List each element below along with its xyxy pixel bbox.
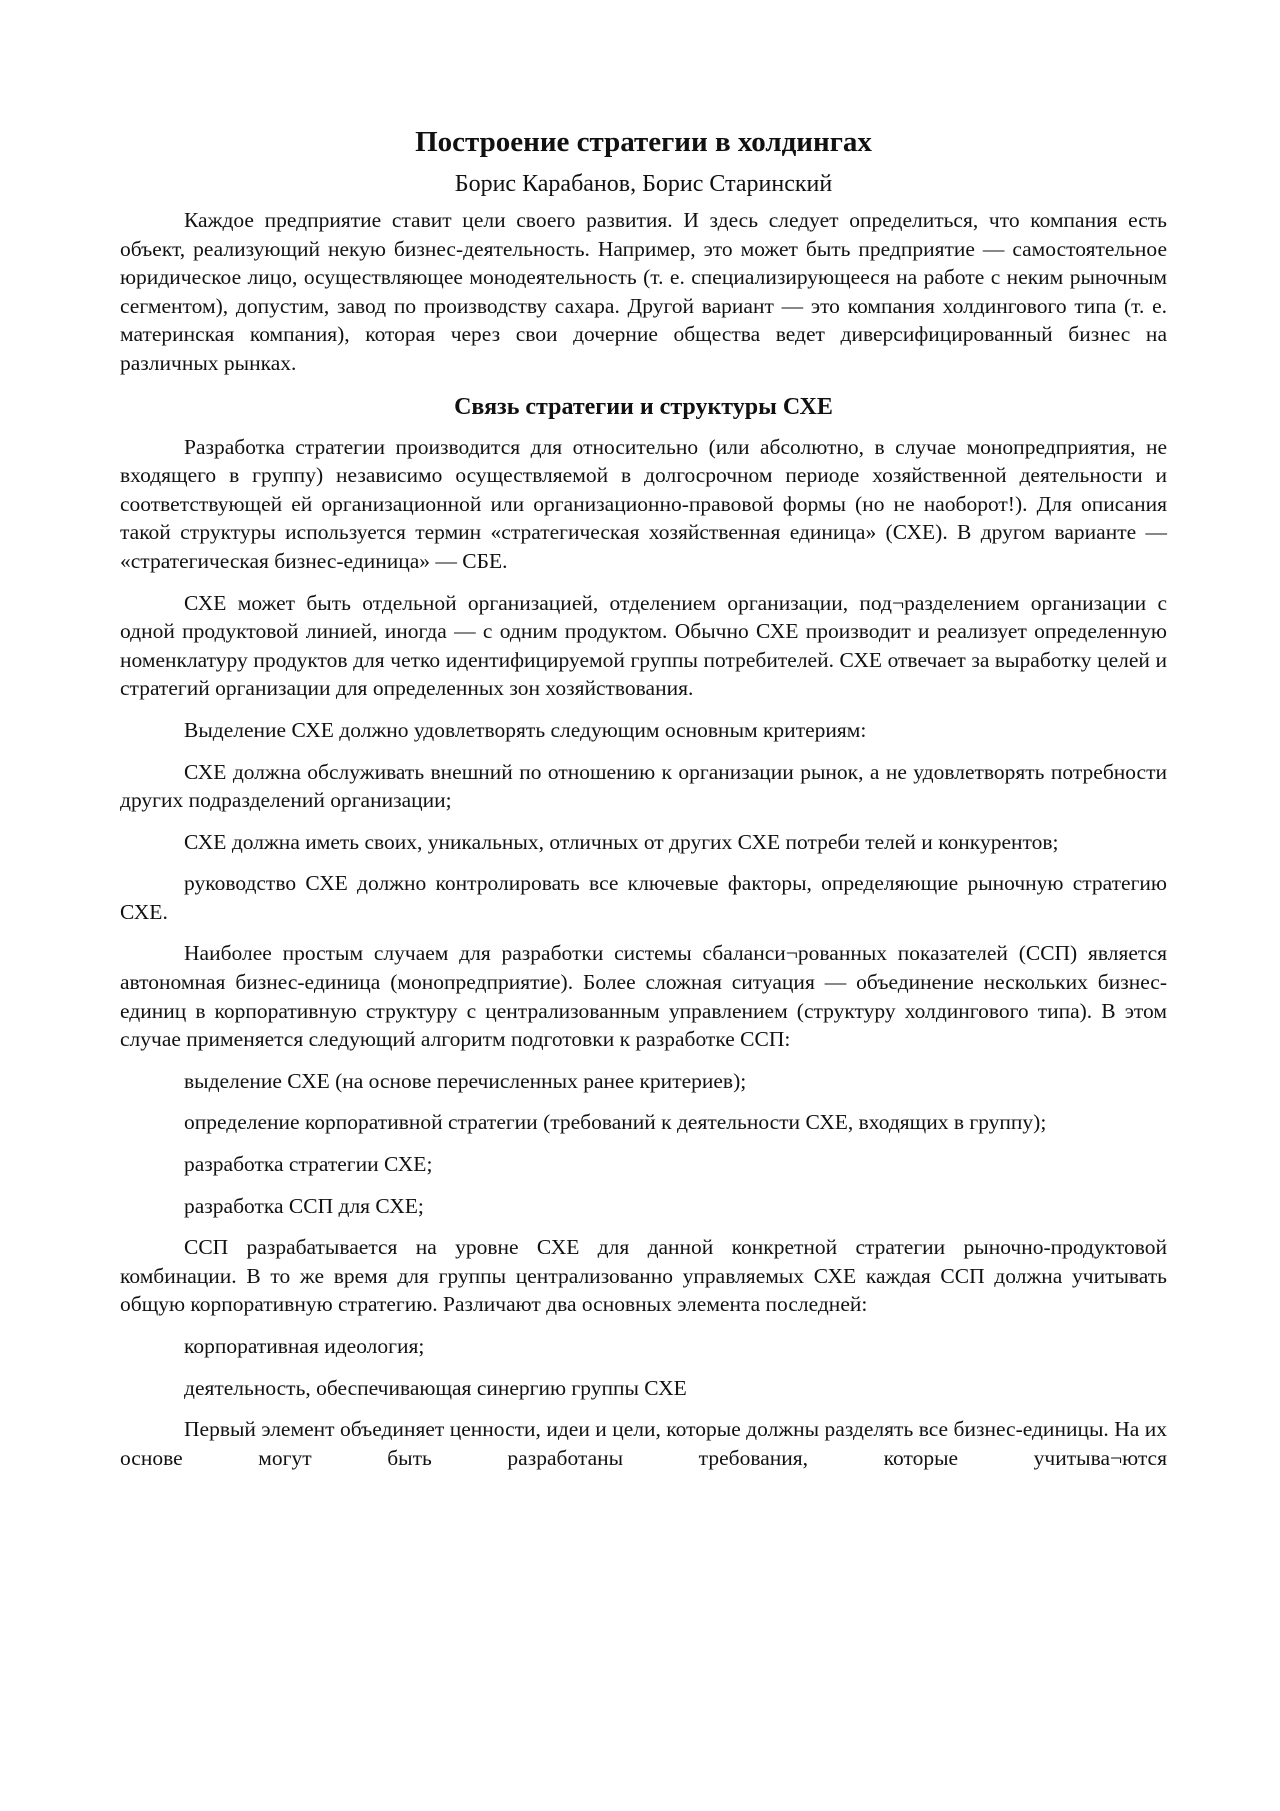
criteria-item: СХЕ должна обслуживать внешний по отношению к организации рынок, а не удовлетворять потребности других подразделений организации;: [120, 759, 1167, 813]
criteria-item: руководство СХЕ должно контролировать все ключевые факторы, определяющие рыночную стратегию СХЕ.: [120, 871, 1167, 924]
authors-line: Борис Карабанов, Борис Старинский: [454, 171, 833, 197]
element-item: деятельность, обеспечивающая синергию группы СХЕ: [184, 1375, 687, 1400]
algorithm-step: разработка стратегии СХЕ;: [184, 1152, 433, 1177]
section-heading: Связь стратегии и структуры СХЕ: [454, 393, 833, 420]
paragraph: ССП разрабатывается на уровне СХЕ для данной конкретной стратегии рыночно-продуктовой комбинации. В то же время для группы централизованно управляемых СХЕ каждая ССП должна учитывать общую корпоративную стратегию. Различают два основных элемента последней:: [120, 1235, 1167, 1317]
paragraph: Наиболее простым случаем для разработки системы сбаланси¬рованных показателей (ССП) является автономная бизнес-единица (монопредприятие). Более сложная ситуация — объединение нескольких бизнес-единиц в корпоративную структуру с централизованным управлением (структуру холдингового типа). В этом случае применяется следующий алгоритм подготовки к разработке ССП:: [120, 941, 1167, 1052]
algorithm-step: определение корпоративной стратегии (требований к деятельности СХЕ, входящих в группу);: [184, 1110, 1047, 1135]
element-item: корпоративная идеология;: [184, 1334, 425, 1358]
intro-paragraph: Каждое предприятие ставит цели своего развития. И здесь следует определиться, что компания есть объект, реализующий некую бизнес-деятельность. Например, это может быть предприятие — самостоятельное юридическое лицо, осуществляющее монодеятельность (т. е. специализирующееся на работе с неким рыночным сегментом), допустим, завод по производству сахара. Другой вариант — это компания холдингового типа (т. е. материнская компания), которая через свои дочерние общества ведет диверсифицированный бизнес на различных рынках.: [120, 208, 1167, 375]
paragraph: СХЕ может быть отдельной организацией, отделением организации, под¬разделением организации с одной продуктовой линией, иногда — с одним продуктом. Обычно СХЕ производит и реализует определенную номенклатуру продуктов для четко идентифицируемой группы потребителей. СХЕ отвечает за выработку целей и стратегий организации для определенных зон хозяйствования.: [120, 590, 1167, 701]
document-title: Построение стратегии в холдингах: [415, 126, 872, 158]
document-page: [120, 124, 1167, 1485]
algorithm-step: разработка ССП для СХЕ;: [184, 1193, 424, 1218]
algorithm-step: выделение СХЕ (на основе перечисленных ранее критериев);: [184, 1068, 747, 1093]
criteria-item: СХЕ должна иметь своих, уникальных, отличных от других СХЕ потреби телей и конкурентов;: [184, 829, 1059, 854]
paragraph: Выделение СХЕ должно удовлетворять следующим основным критериям:: [184, 717, 867, 742]
paragraph: Разработка стратегии производится для относительно (или абсолютно, в случае монопредприятия, не входящего в группу) независимо осуществляемой в долгосрочном периоде хозяйственной деятельности и соответствующей ей организационной или организационно-правовой формы (но не наоборот!). Для описания такой структуры используется термин «стратегическая хозяйственная единица» (СХЕ). В другом варианте — «стратегическая бизнес-единица» — СБЕ.: [120, 434, 1167, 573]
paragraph: Первый элемент объединяет ценности, идеи и цели, которые должны разделять все бизнес-единицы. На их основе могут быть разработаны требования, которые учитыва¬ются: [120, 1417, 1167, 1470]
